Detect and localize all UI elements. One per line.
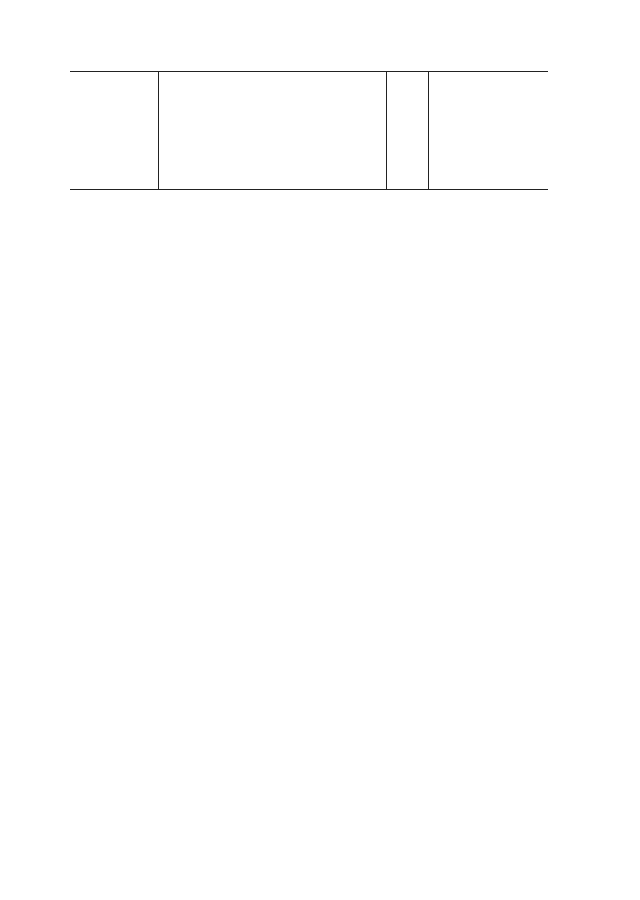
column-divider [428,71,429,189]
column-divider [158,71,159,189]
column-divider [386,71,387,189]
table-top-border [70,71,548,72]
header-bottom-border [70,189,548,190]
